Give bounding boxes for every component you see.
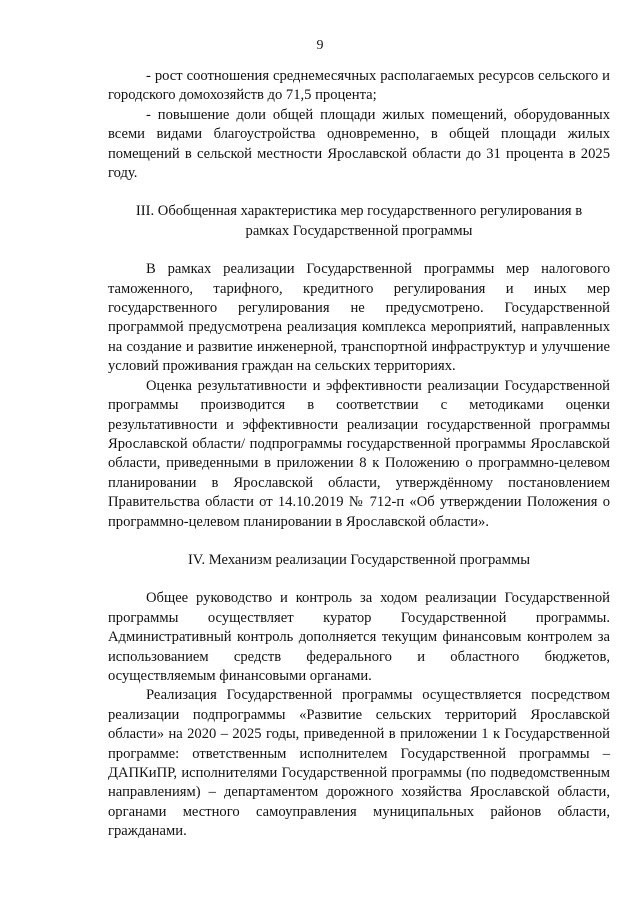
page-content: [108, 67, 610, 842]
intro-item: - повышение доли общей площади жилых помещений, оборудованных всеми видами благоустройства одновременно, в общей площади жилых помещений в сельской местности Ярославской области до 31 процента в 2025 году.: [108, 106, 610, 182]
paragraph: Реализация Государственной программы осуществляется посредством реализации подпрограммы «Развитие сельских территорий Ярославской области» на 2020 – 2025 годы, приведенной в приложении 1 к Государственной программе: ответственным исполнителем Государственной программы – ДАПКиПР, исполнителями Государственной программы (по подведомственным направлениям) – департаментом дорожного хозяйства Ярославской области, органами местного самоуправления муниципальных районов области, гражданами.: [108, 687, 610, 840]
spacer: [108, 241, 610, 260]
paragraph: Общее руководство и контроль за ходом реализации Государственной программы осуществляет куратор Государственной программы. Административный контроль дополняется текущим финансовым контролем за использованием средств федерального и областного бюджетов, осуществляемым финансовыми органами.: [108, 590, 610, 684]
paragraph: В рамках реализации Государственной программы мер налогового таможенного, тарифного, кредитного регулирования и иных мер государственного регулирования не предусмотрено. Государственной программой предусмотрена реализация комплекса мероприятий, направленных на создание и развитие инженерной, транспортной инфраструктур и улучшение условий проживания граждан на сельских территориях.: [108, 261, 610, 375]
page-number: 9: [316, 38, 324, 53]
section-heading-3: III. Обобщенная характеристика мер государственного регулирования в рамках Государственной программы: [135, 203, 583, 239]
section-heading-4: IV. Механизм реализации Государственной программы: [187, 551, 531, 568]
spacer: [108, 570, 610, 589]
spacer: [108, 532, 610, 551]
intro-item: - рост соотношения среднемесячных располагаемых ресурсов сельского и городского домохозяйств до 71,5 процента;: [108, 68, 610, 104]
spacer: [108, 183, 610, 202]
paragraph: Оценка результативности и эффективности реализации Государственной программы производится в соответствии с методиками оценки результативности и эффективности реализации государственной программы Ярославской области/ подпрограммы государственной программы Ярославской области, приведенными в приложении 8 к Положению о программно-целевом планировании в Ярославской области, утверждённому постановлением Правительства области от 14.10.2019 № 712-п «Об утверждении Положения о программно-целевом планировании в Ярославской области».: [108, 377, 610, 530]
